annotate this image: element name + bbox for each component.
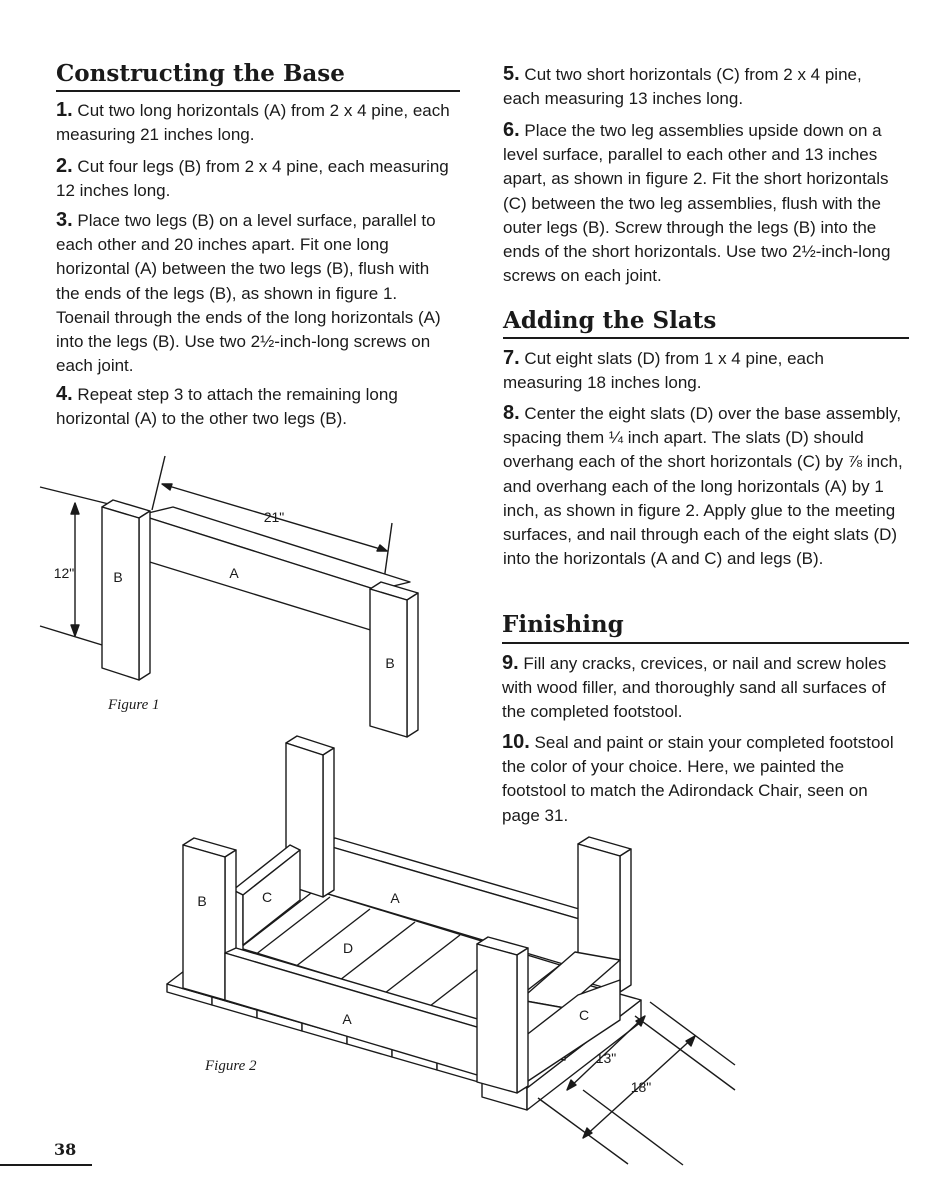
figure-1-drawing	[40, 456, 418, 737]
footer-rule	[0, 1164, 92, 1166]
page-number: 38	[54, 1140, 77, 1159]
step-number: 6.	[503, 119, 520, 141]
dim-13-label: 13"	[595, 1050, 617, 1066]
dim-21-label: 21"	[263, 509, 285, 525]
step-text: Repeat step 3 to attach the remaining long horizontal (A) to the other two legs (B).	[56, 385, 398, 429]
step-text: Cut two long horizontals (A) from 2 x 4 pine, each measuring 21 inches long.	[56, 101, 450, 145]
step-number: 2.	[56, 155, 73, 177]
step-number: 8.	[503, 402, 520, 424]
step-text: Place two legs (B) on a level surface, parallel to each other and 20 inches apart. Fit one long horizontal (A) between the two legs (B), flush with the ends of the legs (B), as shown in figure 1. Toenail through the ends of the long horizontals (A) into the legs (B). Use two 2½-inch-long screws on each joint.	[56, 211, 441, 376]
dim-18-label: 18"	[630, 1079, 652, 1095]
figure-1-caption: Figure 1	[108, 697, 160, 713]
step-number: 4.	[56, 383, 73, 405]
heading-finishing: Finishing	[502, 611, 624, 638]
fig2-label-d: D	[342, 940, 354, 956]
fig2-label-b: B	[197, 893, 207, 909]
fig2-label-a-back: A	[390, 890, 400, 906]
step-text: Place the two leg assemblies upside down on a level surface, parallel to each other and 13 inches apart, as shown in figure 2. Fit the short horizontals (C) between the two leg assemblies, flush with the outer legs (B). Screw through the legs (B) into the ends of the short horizontals. Use two 2½-inch-long screws on each joint.	[503, 121, 891, 286]
step-number: 9.	[502, 652, 519, 674]
step-number: 3.	[56, 209, 73, 231]
step-number: 1.	[56, 99, 73, 121]
fig2-label-c-left: C	[261, 889, 273, 905]
label-a: A	[229, 565, 239, 581]
step-text: Cut two short horizontals (C) from 2 x 4 pine, each measuring 13 inches long.	[503, 65, 862, 109]
fig2-label-a-front: A	[342, 1011, 352, 1027]
step-text: Seal and paint or stain your completed footstool the color of your choice. Here, we painted the footstool to match the Adirondack Chair, seen on page 31.	[502, 733, 894, 825]
heading-adding-slats: Adding the Slats	[503, 307, 717, 334]
step-text: Center the eight slats (D) over the base assembly, spacing them ¼ inch apart. The slats (D) should overhang each of the short horizontals (C) by ⅞ inch, and overhang each of the long horizontals (A) by 1 inch, as shown in figure 2. Apply glue to the meeting surfaces, and nail through each of the eight slats (D) into the horizontals (A and C) and legs (B).	[503, 404, 903, 569]
figure-2-drawing	[167, 736, 735, 1165]
label-b-right: B	[385, 655, 395, 671]
step-text: Fill any cracks, crevices, or nail and screw holes with wood filler, and thoroughly sand all surfaces of the completed footstool.	[502, 654, 887, 722]
step-text: Cut eight slats (D) from 1 x 4 pine, each measuring 18 inches long.	[503, 349, 824, 393]
figure-2-caption: Figure 2	[205, 1058, 257, 1074]
heading-constructing-base: Constructing the Base	[56, 60, 345, 87]
fig2-label-c-right: C	[578, 1007, 590, 1023]
step-number: 10.	[502, 731, 530, 753]
step-number: 7.	[503, 347, 520, 369]
step-text: Cut four legs (B) from 2 x 4 pine, each measuring 12 inches long.	[56, 157, 449, 201]
dim-12-label: 12"	[53, 565, 75, 581]
label-b-left: B	[113, 569, 123, 585]
step-number: 5.	[503, 63, 520, 85]
